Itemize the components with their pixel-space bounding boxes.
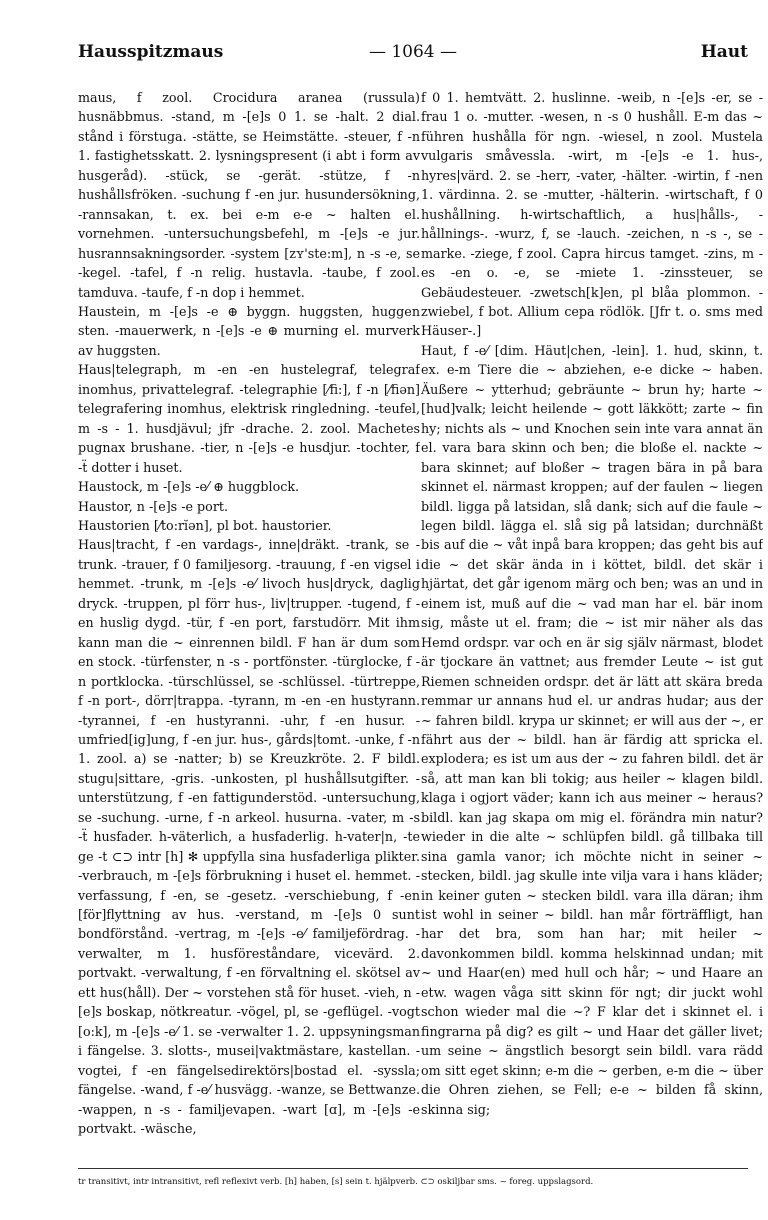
- page-header: [78, 42, 748, 72]
- left-column: [78, 88, 420, 1168]
- entry-haustor: Haustor, n -[e]s -e port.: [78, 498, 229, 514]
- entry-haustracht: Haus|tracht, f -en vardags-, inne|dräkt. -trank, se -trunk. -trauer, f 0 familjesorg. -trauung, f -en vigsel i hemmet. -trunk, m -[e]s -e⁄ livoch hus|dryck, daglig dryck. -truppen, pl förr hus-, liv|trupper. -tugend, f -en huslig dygd. -tür, f -en port, farstudörr. Mit ihm kann man die ~ einrennen bildl. F han är dum som en stock. -türfenster, n -s - portfönster. -türglocke, f -n portklocka. -türschlüssel, se -schlüssel. -türtreppe, f -n port-, dörr|trappa. -tyrann, m -en -en hustyrann. -tyrannei, f -en hustyranni. -uhr, f -en husur. -umfried[ig]ung, f -en jur. hus-, gårds|tomt. -unke, f -n 1. zool. a) se -natter; b) se Kreuzkröte. 2. F bildl. stugu|sittare, -gris. -unkosten, pl hushållsutgifter. -unterstützung, f -en fattigunderstöd. -untersuchung, se -suchung. -urne, f -n arkeol. husurna. -vater, m -s -ẗ husfader. h-väterlich, a husfaderlig. h-vater|n, -te ge -t ⊂⊃ intr [h] ✻ uppfylla sina husfaderliga plikter. -verbrauch, m -[e]s förbrukning i huset el. hemmet. -verfassung, f -en, se -gesetz. -verschiebung, f -en [för]flyttning av hus. -verstand, m -[e]s 0 sunt bondförstånd. -vertrag, m -[e]s -e⁄ familjefördrag. -verwalter, m 1. husföreståndare, vicevärd. 2. portvakt. -verwaltung, f -en förvaltning el. skötsel av ett hus(håll). Der ~ vorstehen stå för huset. -vieh, n -[e]s boskap, nötkreatur. -vögel, pl, se -geflügel. -vogt [o:k], m -[e]s -e⁄ 1. se -verwalter 1. 2. uppsyningsman i fängelse. 3. slotts-, musei|vaktmästare, kastellan. -vogtei, f -en fängelsedirektörs|bostad el. -syssla; fängelse. -wand, f -e⁄ husvägg. -wanze, se Bettwanze. -wappen, n -s - familjevapen. -wart [ɑ], m -[e]s -e portvakt. -wäsche,: [78, 537, 420, 1137]
- header-guide-word-right: Haut: [700, 42, 748, 62]
- entry-hausspitzmaus: maus, f zool. Crocidura aranea (russula) husnäbbmus. -stand, m -[e]s 0 1. se -halt. 2 dial. stånd i förstuga. -stätte, se Heimstätte. -steuer, f -n 1. fastighetsskatt. 2. lysningspresent (i abt i form av husgeråd). -stück, se -gerät. -stütze, f -n hushållsfröken. -suchung f -en jur. husundersökning, -rannsakan, t. ex. bei e-m e-e ~ halten el. vornehmen. -untersuchungsbefehl, m -[e]s -e jur. husrannsakningsorder. -system [zʏ'ste:m], n -s -e, se -kegel. -tafel, f -n relig. hustavla. -taube, f zool. tamduva. -taufe, f -n dop i hemmet.: [78, 90, 420, 300]
- entry-haustorien: Haustorien [⁄to:rĭən], pl bot. haustorier.: [78, 517, 332, 533]
- page-number: — 1064 —: [368, 42, 458, 62]
- right-column: [421, 88, 763, 1168]
- entry-haustein: Haustein, m -[e]s -e ⊕ byggn. huggsten, huggen sten. -mauerwerk, n -[e]s -e ⊕ murning el. murverk av huggsten.: [78, 303, 420, 358]
- entry-haustelegraph: Haus|telegraph, m -en -en hustelegraf, telegraf inomhus, privattelegraf. -telegraphie [⁄fi:], f -n [⁄fiən] telegrafering inomhus, elektrisk ringledning. -teufel, m -s - 1. husdjävul; jfr -drache. 2. zool. Machetes pugnax brushane. -tier, n -[e]s -e husdjur. -tochter, f -ẗ dotter i huset.: [78, 362, 420, 475]
- entry-haustock: Haustock, m -[e]s -e⁄ ⊕ huggblock.: [78, 479, 300, 495]
- footer-rule: [78, 1168, 748, 1169]
- header-guide-word-left: Hausspitzmaus: [78, 42, 224, 62]
- entry-continuation: f 0 1. hemtvätt. 2. huslinne. -weib, n -[e]s -er, se -frau 1 o. -mutter. -wesen, n -s 0 hushåll. E-m das ~ führen hushålla för ngn. -wiesel, n zool. Mustela vulgaris småvessla. -wirt, m -[e]s -e 1. hus-, hyres|värd. 2. se -herr, -vater, -hälter. -wirtin, f -nen 1. värdinna. 2. se -mutter, -hälterin. -wirtschaft, f 0 hushållning. h-wirtschaftlich, a hus|hålls-, -hållnings-. -wurz, f, se -lauch. -zeichen, n -s -, se -marke. -ziege, f zool. Capra hircus tamget. -zins, m -es -en o. -e, se -miete 1. -zinssteuer, se Gebäudesteuer. -zwetsch[k]en, pl blåa plommon. -zwiebel, f bot. Allium cepa rödlök. [Jfr t. o. sms med Häuser-.]: [421, 90, 763, 339]
- entry-haut: Haut, f -e⁄ [dim. Häut|chen, -lein]. 1. hud, skinn, t. ex. e-m Tiere die ~ abziehen, e-e dicke ~ haben. Äußere ~ ytterhud; gebräunte ~ brun hy; harte ~ [hud]valk; leicht heilende ~ gott läkkött; zarte ~ fin hy; nichts als ~ und Knochen sein inte vara annat än el. vara bara skinn och ben; die bloße el. nackte ~ bara skinnet; auf bloßer ~ tragen bära in på bara skinnet el. närmast kroppen; auf der faulen ~ liegen bildl. ligga på latsidan, slå dank; sich auf die faule ~ legen bildl. lägga el. slå sig på latsidan; durchnäßt bis auf die ~ våt inpå bara kroppen; das geht bis auf die ~ det skär ända in i köttet, bildl. det skär i hjärtat, det går igenom märg och ben; was an und in einem ist, muß auf die ~ vad man har el. bär inom sig, måste ut el. fram; die ~ ist mir näher als das Hemd ordspr. var och en är sig själv närmast, blodet är tjockare än vattnet; aus fremder Leute ~ ist gut Riemen schneiden ordspr. det är lätt att skära breda remmar ur annans hud el. ur andras hudar; aus der ~ fahren bildl. krypa ur skinnet; er will aus der ~, er fährt aus der ~ bildl. han är färdig att spricka el. explodera; es ist um aus der ~ zu fahren bildl. det är så, att man kan bli tokig; aus heiler ~ klagen bildl. klaga i ogjort väder; kann ich aus meiner ~ heraus? bildl. kan jag skapa om mig el. förändra min natur? wieder in die alte ~ schlüpfen bildl. gå tillbaka till sina gamla vanor; ich möchte nicht in seiner ~ stecken, bildl. jag skulle inte vilja vara i hans kläder; in keiner guten ~ stecken bildl. vara illa däran; ihm ist wohl in seiner ~ bildl. han mår förträffligt, han har det bra, som han har; mit heiler ~ davonkommen bildl. komma helskinnad undan; mit ~ und Haar(en) med hull och hår; ~ und Haare an etw. wagen våga sitt skinn för ngt; dir juckt wohl schon wieder mal die ~? F klar det i skinnet el. i fingrarna på dig? es gilt ~ und Haar det gäller livet; um seine ~ ängstlich besorgt sein bildl. vara rädd om sitt eget skinn; e-m die ~ gerben, e-m die ~ über die Ohren ziehen, se Fell; e-e ~ bilden få skinn, skinna sig;: [421, 342, 763, 1117]
- abbreviation-footer: tr transitivt, intr intransitivt, refl reflexivt verb. [h] haben, [s] sein t. hjälpverb. ⊂⊃ oskiljbar sms. ~ foreg. uppslagsord.: [78, 1177, 594, 1187]
